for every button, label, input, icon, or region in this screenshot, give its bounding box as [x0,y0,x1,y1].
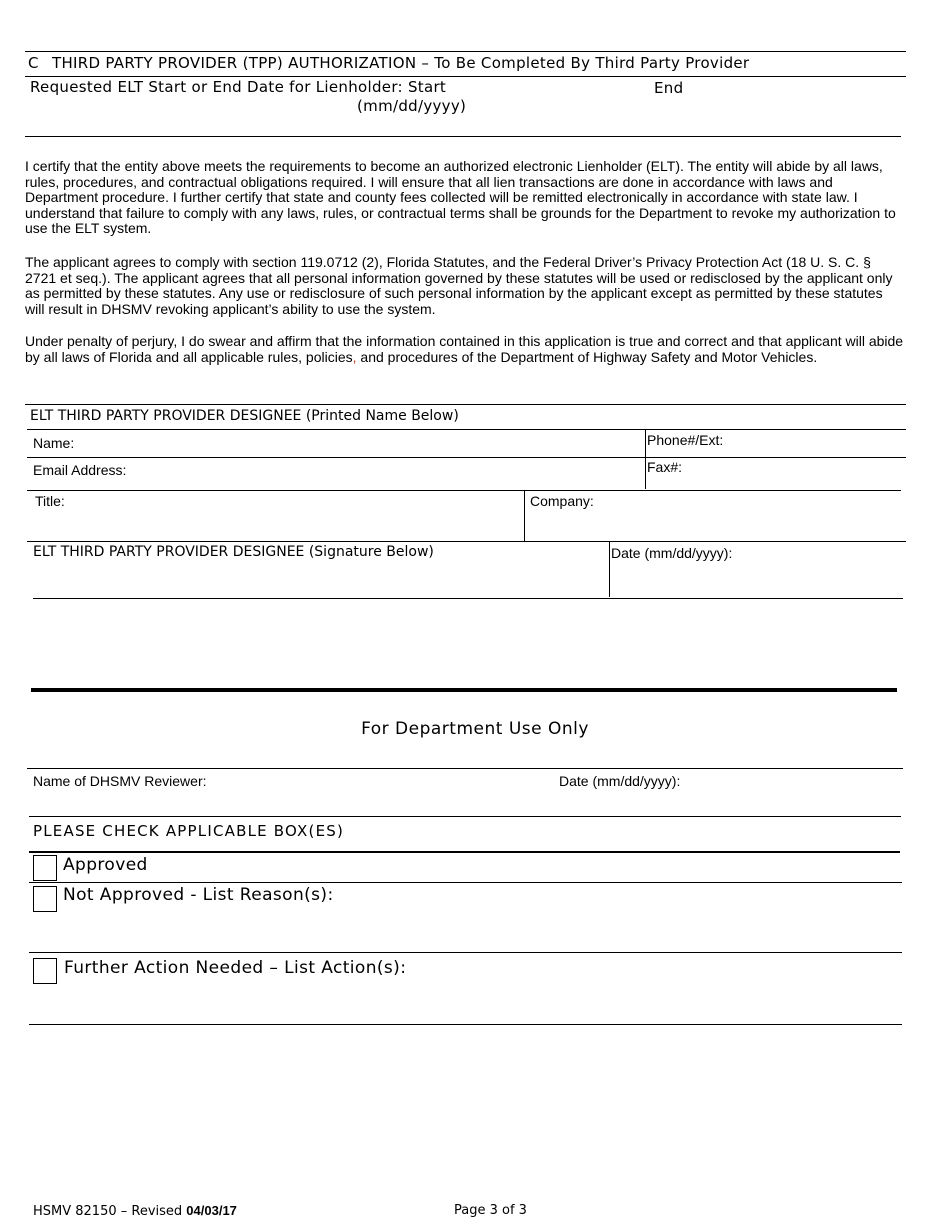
approved-row-rule [29,882,902,883]
name-field-label: Name: [33,435,75,451]
fax-field-label: Fax#: [647,459,683,475]
email-row-rule [27,490,901,491]
section-c-title: THIRD PARTY PROVIDER (TPP) AUTHORIZATION – To Be Completed By Third Party Provider [52,54,750,72]
department-use-title: For Department Use Only [361,719,589,739]
revised-date: 04/03/17 [186,1203,237,1218]
signature-date-divider [609,542,610,597]
fax-field[interactable] [690,459,902,488]
requested-date-field-rule[interactable] [25,136,901,137]
email-field[interactable] [140,459,640,488]
designee-header-rule [27,429,906,430]
title-row-rule [27,541,906,542]
company-field-label: Company: [530,493,594,509]
form-id: HSMV 82150 – Revised [33,1204,187,1219]
perjury-text-end: and procedures of the Department of Highway Safety and Motor Vehicles. [356,348,818,365]
phone-field-label: Phone#/Ext: [647,432,724,448]
reviewer-name-label: Name of DHSMV Reviewer: [33,773,207,789]
company-field[interactable] [528,510,903,540]
signature-date-field[interactable] [612,565,902,597]
further-action-checkbox[interactable] [33,958,57,984]
further-action-field[interactable] [63,985,901,1021]
requested-date-format: (mm/dd/yyyy) [357,97,467,115]
further-action-label: Further Action Needed – List Action(s): [64,958,407,978]
signature-date-label: Date (mm/dd/yyyy): [611,545,733,561]
form-revision [33,1203,237,1219]
perjury-red-comma: , [352,348,357,365]
reviewer-name-field[interactable] [33,792,548,814]
reviewer-top-rule [27,768,903,769]
approved-checkbox[interactable] [33,855,57,881]
check-header-rule [29,851,900,853]
title-company-divider [524,491,525,541]
end-date-label: End [654,79,684,97]
phone-field[interactable] [735,431,903,456]
name-field[interactable] [85,431,640,456]
perjury-paragraph [25,334,905,365]
email-field-label: Email Address: [33,462,127,478]
certification-paragraph-1: I certify that the entity above meets the requirements to become an authorized electronic Lienholder (ELT). The entity will abide by all laws, rules, procedures, and contractual obligations required. I will ensure that all lien transactions are done in accordance with laws and Department procedure. I further certify that state and county fees collected will be remitted electronically in accordance with state law. I understand that failure to comply with any laws, rules, or contractual terms shall be grounds for the Department to revoke my authorization to use the ELT system. [25,158,896,237]
title-field-label: Title: [35,493,65,509]
not-approved-checkbox[interactable] [33,886,57,912]
reviewer-date-field[interactable] [559,792,899,814]
not-approved-reasons-field[interactable] [63,910,901,950]
designee-printed-header: ELT THIRD PARTY PROVIDER DESIGNEE (Printed Name Below) [30,408,459,424]
not-approved-label: Not Approved - List Reason(s): [63,885,334,905]
title-field[interactable] [30,510,520,540]
not-approved-row-rule [29,952,902,953]
privacy-paragraph: The applicant agrees to comply with section 119.0712 (2), Florida Statutes, and the Federal Driver’s Privacy Protection Act (18 U. S. C. § 2721 et seq.). The applicant agrees that all personal information governed by these statutes will be used or redisclosed by the applicant only as permitted by these statutes. Any use or redisclosure of such personal information by the applicant except as permitted by these statutes will result in DHSMV revoking applicant’s ability to use the system. [25,254,893,317]
section-c-top-rule [25,51,906,52]
phone-fax-divider [645,430,646,489]
perjury-text-start: Under penalty of perjury, I do swear and affirm that the information contained in this application is true and correct and that applicant will abide by all laws of Florida and all applicable rules, policies [25,333,904,365]
designee-top-rule [25,404,906,405]
further-action-row-rule [29,1024,902,1025]
page-number: Page 3 of 3 [454,1203,527,1218]
name-row-rule [27,457,906,458]
designee-signature-header: ELT THIRD PARTY PROVIDER DESIGNEE (Signature Below) [33,544,434,560]
reviewer-bottom-rule [29,816,901,817]
requested-date-label: Requested ELT Start or End Date for Lienholder: Start [30,78,447,96]
reviewer-date-label: Date (mm/dd/yyyy): [559,773,681,789]
signature-row-rule [33,598,903,599]
approved-label: Approved [63,855,148,875]
check-boxes-header: PLEASE CHECK APPLICABLE BOX(ES) [33,822,345,840]
section-c-title-rule [25,76,906,77]
section-c-letter: C [28,54,39,72]
signature-field[interactable] [33,565,606,597]
department-section-divider [31,688,897,692]
